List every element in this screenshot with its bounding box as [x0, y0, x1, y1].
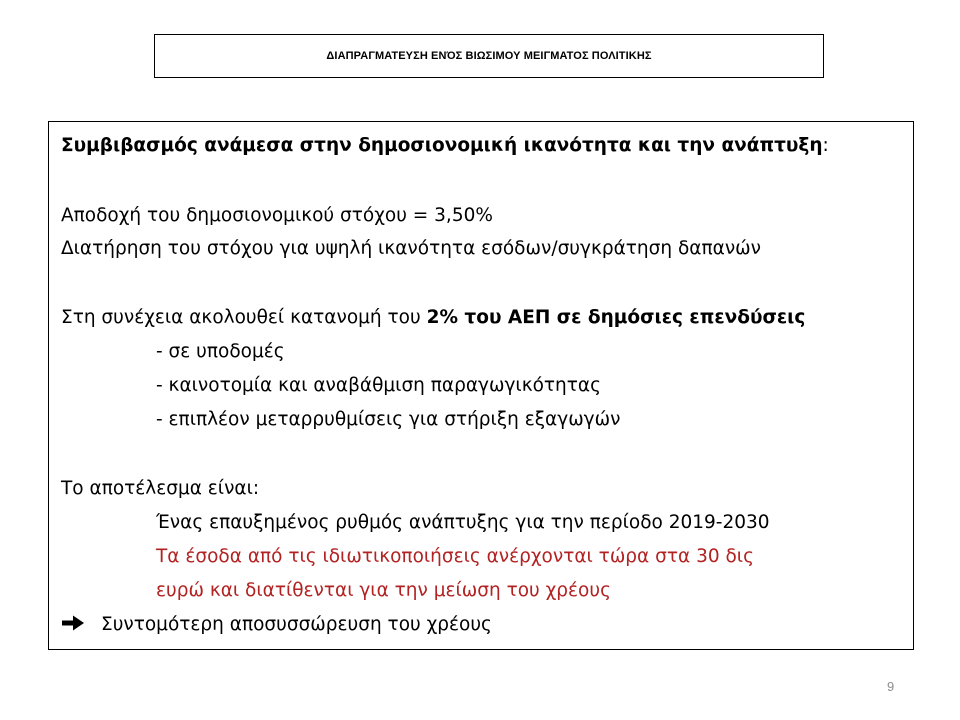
- heading-colon: :: [822, 135, 829, 156]
- conclusion-line: [61, 612, 492, 638]
- result-growth-line: Ένας επαυξημένος ρυθμός ανάπτυξης για την περίοδο 2019-2030: [156, 512, 770, 533]
- result-privatization-line-1: Τα έσοδα από τις ιδιωτικοποιήσεις ανέρχονται τώρα στα 30 δις: [156, 546, 754, 567]
- allocation-highlight: 2% του ΑΕΠ σε δημόσιες επενδύσεις: [426, 307, 806, 328]
- page-number: 9: [887, 679, 895, 694]
- bullet-item: - καινοτομία και αναβάθμιση παραγωγικότητας: [156, 375, 601, 396]
- heading-line: [61, 133, 829, 159]
- bullet-item: - σε υποδομές: [156, 341, 285, 362]
- content-box: [48, 121, 914, 650]
- allocation-line: [61, 305, 805, 331]
- heading-text: Συμβιβασμός ανάμεσα στην δημοσιονομική ικανότητα και την ανάπτυξη: [61, 135, 823, 156]
- fiscal-target-line: Αποδοχή του δημοσιονομικού στόχου = 3,50%: [61, 205, 493, 226]
- result-privatization-line-2: ευρώ και διατίθενται για την μείωση του χρέους: [156, 580, 611, 601]
- slide-title: ΔΙΑΠΡΑΓΜΑΤΕΥΣΗ ΕΝΌΣ ΒΙΩΣΙΜΟΥ ΜΕΙΓΜΑΤΟΣ ΠΟΛΙΤΙΚΗΣ: [154, 34, 824, 78]
- revenue-target-line: Διατήρηση του στόχου για υψηλή ικανότητα εσόδων/συγκράτηση δαπανών: [61, 238, 761, 259]
- right-arrow-icon: [61, 614, 85, 632]
- allocation-prefix: Στη συνέχεια ακολουθεί κατανομή του: [61, 307, 427, 328]
- result-label: Το αποτέλεσμα είναι:: [61, 478, 260, 499]
- conclusion-text: Συντομότερη αποσυσσώρευση του χρέους: [101, 614, 492, 635]
- bullet-item: - επιπλέον μεταρρυθμίσεις για στήριξη εξαγωγών: [156, 409, 621, 430]
